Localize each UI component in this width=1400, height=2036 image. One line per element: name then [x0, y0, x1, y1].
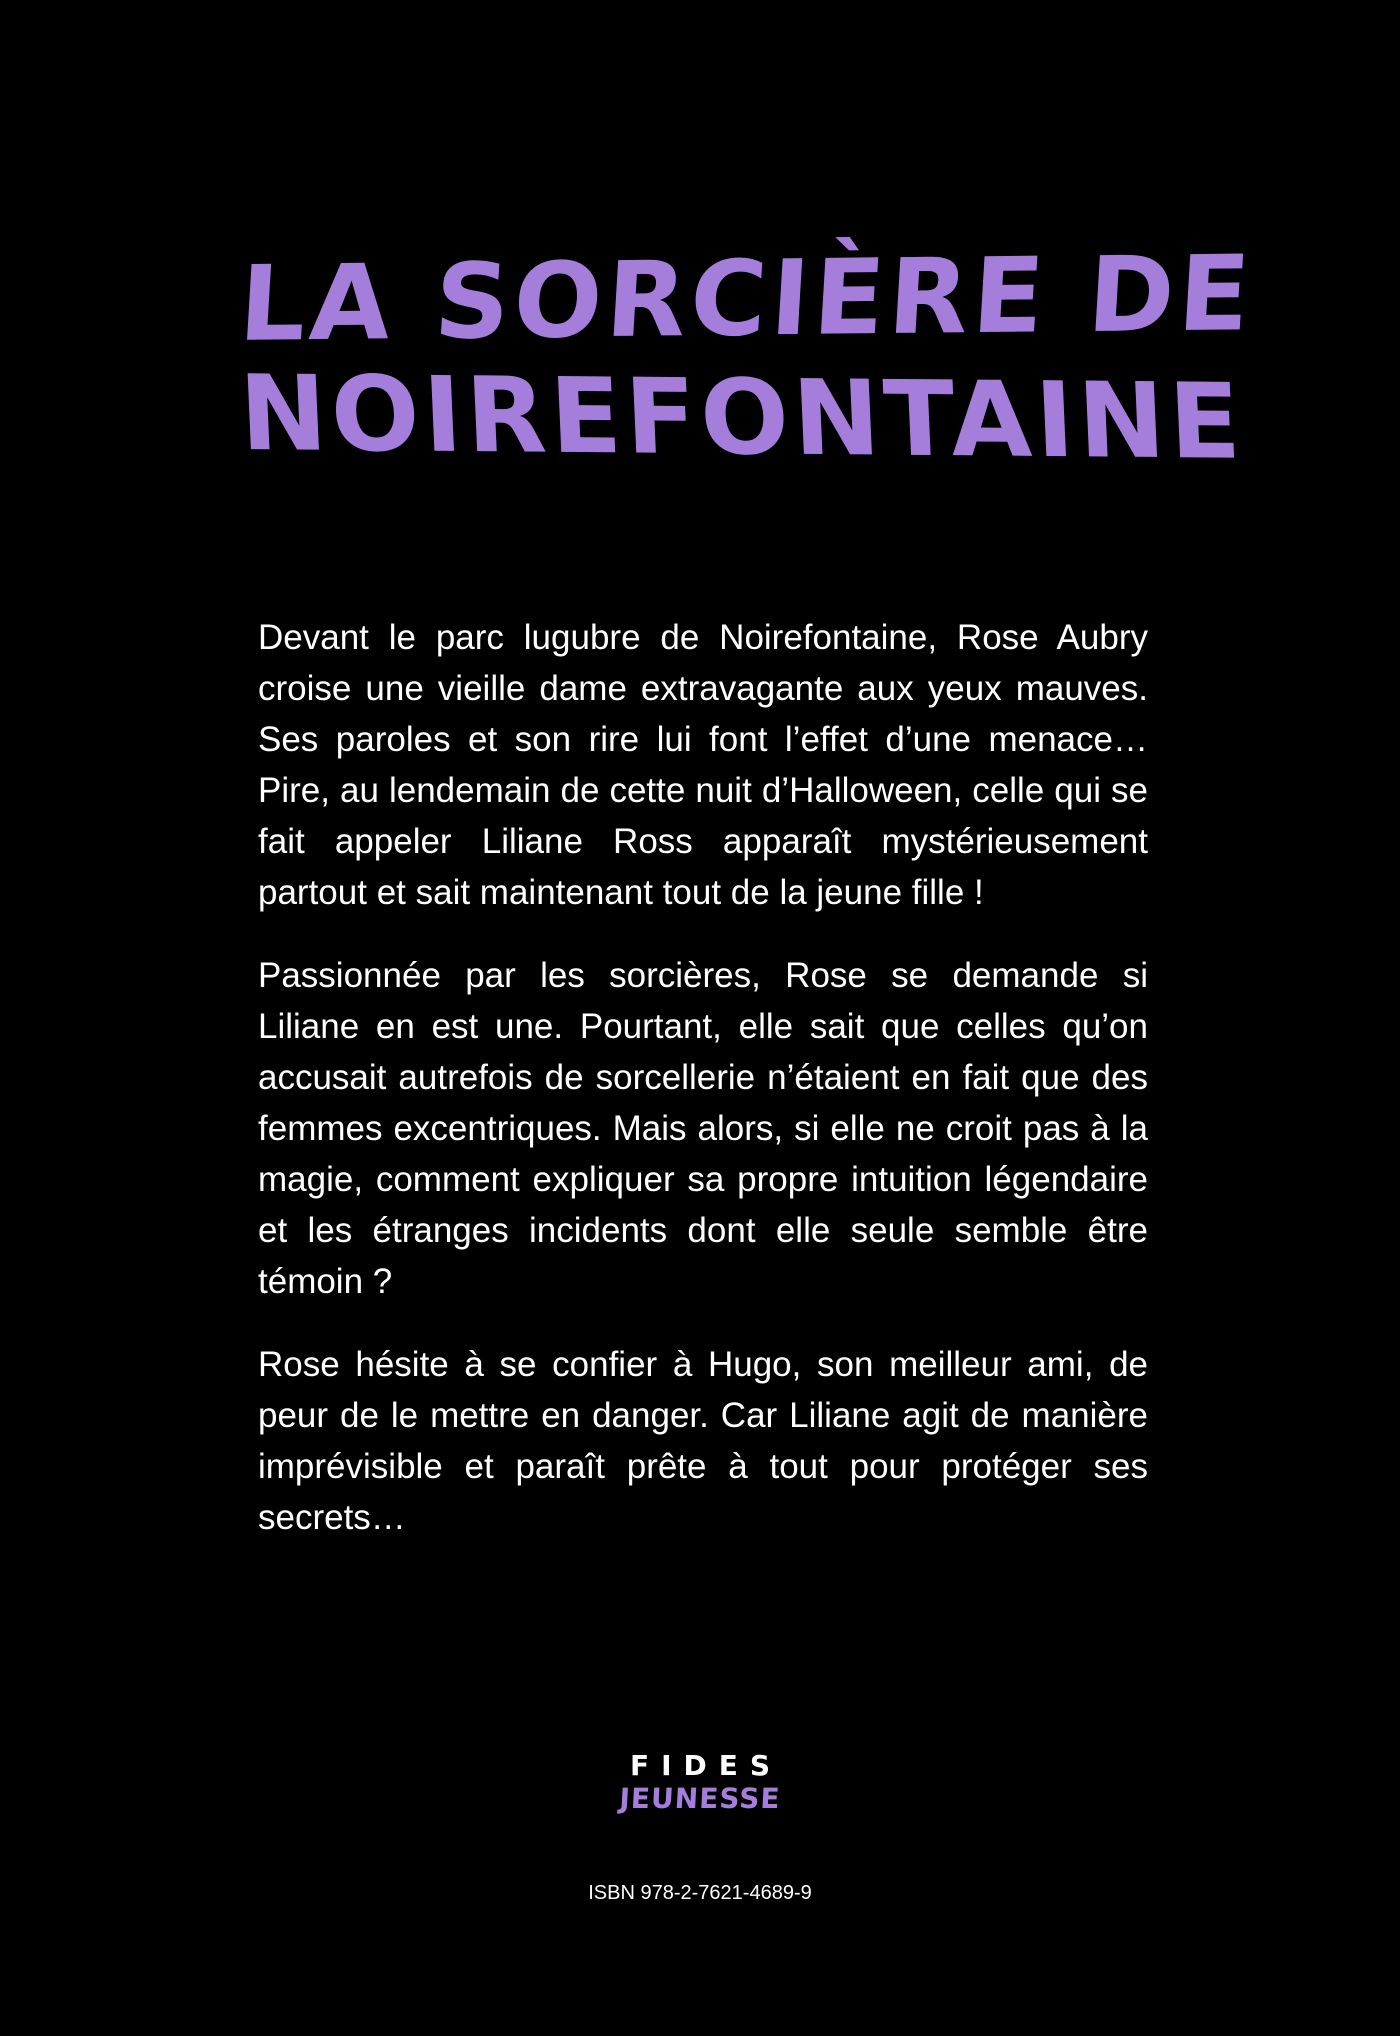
blurb-paragraph-3: Rose hésite à se confier à Hugo, son meilleur ami, de peur de le mettre en danger. Car Liliane agit de manière imprévisible et paraît prête à tout pour protéger ses secrets…: [258, 1345, 1148, 1537]
book-title-line-1: LA SORCIÈRE DE: [236, 232, 1258, 365]
book-title: [236, 232, 1258, 483]
isbn-number: ISBN 978-2-7621-4689-9: [588, 1882, 812, 1904]
blurb-paragraph-1: Devant le parc lugubre de Noirefontaine, Rose Aubry croise une vieille dame extravagante aux yeux mauves. Ses paroles et son rire lui font l’effet d’une menace… Pire, au lendemain de cette nuit d’Halloween, celle qui se fait appeler Liliane Ross apparaît mystérieusement partout et sait maintenant tout de la jeune fille !: [258, 618, 1148, 912]
publisher-logo-jeunesse: JEUNESSE: [618, 1782, 782, 1815]
book-title-line-2: NOIREFONTAINE: [237, 351, 1247, 483]
blurb-paragraph-2: Passionnée par les sorcières, Rose se demande si Liliane en est une. Pourtant, elle sait que celles qu’on accusait autrefois de sorcellerie n’étaient en fait que des femmes excentriques. Mais alors, si elle ne croit pas à la magie, comment expliquer sa propre intuition légendaire et les étranges incidents dont elle seule semble être témoin ?: [258, 956, 1148, 1301]
publisher-logo-fides: FIDES: [629, 1749, 783, 1782]
blurb: [258, 612, 1148, 1575]
publisher-logo: [600, 1750, 800, 1816]
